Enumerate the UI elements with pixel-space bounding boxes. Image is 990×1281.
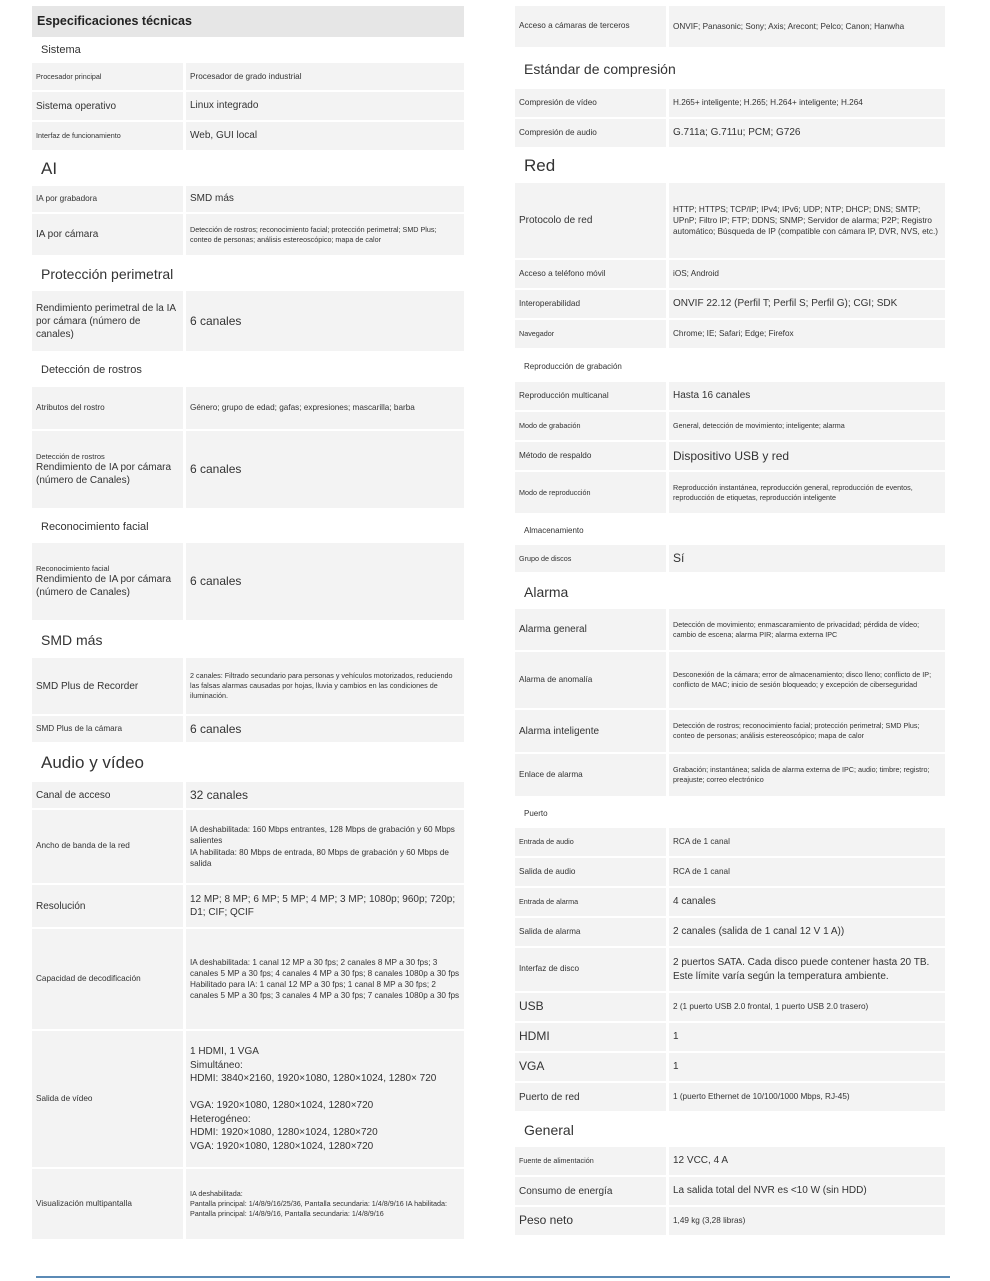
section-heading: Reproducción de grabación — [524, 361, 622, 371]
spec-label-cell — [515, 119, 666, 147]
spec-label-cell — [32, 92, 183, 120]
spec-value-cell — [186, 122, 464, 150]
spec-label: IA por cámara — [36, 229, 99, 240]
spec-label: Entrada de audio — [519, 837, 574, 847]
spec-row — [32, 658, 464, 714]
spec-value: Género; grupo de edad; gafas; expresiones; mascarilla; barba — [190, 403, 415, 413]
spec-label-cell — [515, 6, 666, 47]
spec-label-cell — [515, 545, 666, 572]
spec-value: 6 canales — [190, 462, 242, 477]
spec-value-cell — [669, 290, 945, 318]
spec-label: Acceso a teléfono móvil — [519, 268, 606, 278]
spec-value-cell — [669, 183, 945, 258]
spec-label: Método de respaldo — [519, 450, 592, 460]
spec-label: HDMI — [519, 1029, 550, 1044]
spec-value-cell — [186, 810, 464, 883]
spec-value-cell — [669, 1053, 945, 1081]
spec-value: 4 canales — [673, 896, 716, 908]
spec-label-cell — [515, 260, 666, 288]
spec-label-cell — [515, 1053, 666, 1081]
spec-value: Hasta 16 canales — [673, 390, 751, 402]
right-spec-column — [515, 6, 945, 1237]
spec-label-cell — [32, 1031, 183, 1167]
spec-row — [515, 888, 945, 916]
spec-value: 6 canales — [190, 721, 242, 736]
spec-label-cell — [515, 442, 666, 470]
spec-value: 2 canales (salida de 1 canal 12 V 1 A)) — [673, 926, 845, 938]
spec-label: Enlace de alarma — [519, 769, 583, 779]
spec-value-cell — [669, 828, 945, 856]
spec-label: Salida de alarma — [519, 926, 581, 936]
spec-row — [515, 6, 945, 47]
spec-row — [32, 1031, 464, 1167]
spec-row — [32, 387, 464, 429]
spec-label: Ancho de banda de la red — [36, 841, 130, 851]
spec-label: Interoperabilidad — [519, 298, 580, 308]
spec-value: Dispositivo USB y red — [673, 448, 790, 463]
spec-value-cell — [669, 1023, 945, 1051]
spec-label-cell — [32, 1169, 183, 1239]
spec-label: Salida de vídeo — [36, 1093, 93, 1103]
spec-value-cell — [669, 652, 945, 708]
spec-row — [515, 290, 945, 318]
spec-value-cell — [186, 186, 464, 212]
spec-value-cell — [669, 472, 945, 513]
spec-label: SMD Plus de Recorder — [36, 680, 139, 692]
spec-value: SMD más — [190, 193, 234, 205]
spec-value: Grabación; instantánea; salida de alarma externa de IPC; audio; timbre; registro; preajuste; correo electrónico — [673, 765, 930, 784]
spec-row — [515, 858, 945, 886]
spec-label: Interfaz de funcionamiento — [36, 131, 121, 141]
section-heading: Alarma — [524, 583, 569, 600]
spec-value: RCA de 1 canal — [673, 867, 730, 877]
spec-row — [32, 63, 464, 90]
spec-value-cell — [186, 214, 464, 255]
spec-label-cell — [515, 320, 666, 348]
spec-value: La salida total del NVR es <10 W (sin HDD) — [673, 1185, 867, 1197]
spec-row — [515, 948, 945, 991]
spec-row — [32, 92, 464, 120]
spec-label: Protocolo de red — [519, 215, 593, 226]
spec-label: VGA — [519, 1059, 545, 1074]
spec-label: Navegador — [519, 329, 555, 339]
spec-value: 2 puertos SATA. Cada disco puede contener hasta 20 TB. Este límite varía según la temperatura ambiente. — [673, 957, 930, 982]
spec-label-cell — [32, 543, 183, 620]
spec-row — [32, 543, 464, 620]
spec-value: 1 — [673, 1031, 679, 1043]
spec-row — [515, 993, 945, 1021]
spec-row — [515, 1177, 945, 1205]
spec-value-cell — [669, 545, 945, 572]
spec-label-cell — [32, 63, 183, 90]
spec-row — [515, 382, 945, 410]
page-title: Especificaciones técnicas — [32, 6, 464, 37]
spec-row — [515, 442, 945, 470]
spec-value: G.711a; G.711u; PCM; G726 — [673, 127, 801, 139]
spec-label: Visualización multipantalla — [36, 1198, 132, 1208]
spec-value-cell — [669, 260, 945, 288]
spec-value-cell — [669, 442, 945, 470]
left-spec-list — [32, 37, 464, 1239]
spec-value: Detección de rostros; reconocimiento facial; protección perimetral; SMD Plus; conteo de personas; análisis estereoscópico; mapa de calor — [673, 721, 920, 740]
spec-row — [515, 320, 945, 348]
section-heading: Audio y vídeo — [41, 753, 145, 772]
spec-label: Modo de grabación — [519, 421, 581, 431]
spec-value: RCA de 1 canal — [673, 837, 730, 847]
spec-label-cell — [515, 1023, 666, 1051]
spec-value: 1,49 kg (3,28 libras) — [673, 1216, 746, 1226]
spec-value: Desconexión de la cámara; error de almacenamiento; disco lleno; conflicto de IP; conflicto de MAC; inicio de sesión bloqueado; y excepción de ciberseguridad — [673, 670, 932, 689]
spec-label-cell — [32, 658, 183, 714]
spec-value-cell — [669, 888, 945, 916]
spec-row — [515, 609, 945, 650]
spec-label: Rendimiento de IA por cámara (número de Canales) — [36, 462, 172, 487]
spec-row — [32, 716, 464, 742]
spec-label-cell — [515, 993, 666, 1021]
spec-row — [515, 828, 945, 856]
spec-label-cell — [515, 1147, 666, 1175]
spec-value-cell — [669, 1207, 945, 1235]
section-heading: Red — [524, 156, 556, 175]
spec-row — [32, 929, 464, 1029]
spec-label: Salida de audio — [519, 866, 576, 876]
spec-label: Modo de reproducción — [519, 487, 591, 497]
spec-row — [515, 89, 945, 117]
spec-label: IA por grabadora — [36, 193, 97, 203]
spec-value: HTTP; HTTPS; TCP/IP; IPv4; IPv6; UDP; NTP; DHCP; DNS; SMTP; UPnP; Filtro IP; FTP; DDNS; SNMP; Servidor de alarma; P2P; Registro automático; Búsqueda de IP (compatible con cámara IP, DVR, NVS, etc.) — [673, 204, 939, 237]
spec-label: Grupo de discos — [519, 553, 572, 563]
spec-label-cell — [32, 885, 183, 927]
spec-value: 2 canales: Filtrado secundario para personas y vehículos motorizados, reduciendo las falsas alarmas causadas por hojas, lluvia y cambios en las condiciones de iluminación. — [190, 671, 453, 700]
spec-row — [32, 214, 464, 255]
spec-value: ONVIF; Panasonic; Sony; Axis; Arecont; Pelco; Canon; Hanwha — [673, 21, 905, 31]
spec-value: Detección de movimiento; enmascaramiento de privacidad; pérdida de vídeo; cambio de escena; alarma PIR; alarma externa IPC — [673, 619, 920, 639]
spec-row — [515, 260, 945, 288]
spec-label-cell — [515, 382, 666, 410]
spec-value-cell — [669, 412, 945, 440]
section-heading: Almacenamiento — [524, 525, 584, 535]
spec-label: Entrada de alarma — [519, 897, 579, 907]
spec-label-cell — [515, 290, 666, 318]
section-heading: SMD más — [41, 632, 103, 648]
spec-value-cell — [669, 993, 945, 1021]
spec-row — [32, 122, 464, 150]
spec-value: 6 canales — [190, 313, 242, 328]
spec-row — [515, 545, 945, 572]
spec-label: Procesador principal — [36, 71, 102, 81]
spec-row — [515, 1147, 945, 1175]
spec-label: Compresión de audio — [519, 127, 597, 137]
spec-label: Canal de acceso — [36, 789, 111, 801]
spec-value: iOS; Android — [673, 269, 719, 279]
spec-value: 2 (1 puerto USB 2.0 frontal, 1 puerto USB 2.0 trasero) — [673, 1002, 869, 1012]
spec-value: General, detección de movimiento; inteligente; alarma — [673, 421, 845, 431]
spec-label-cell — [515, 89, 666, 117]
spec-label-cell — [515, 828, 666, 856]
spec-row — [515, 1053, 945, 1081]
spec-label: Resolución — [36, 900, 86, 912]
spec-label-cell — [32, 214, 183, 255]
left-spec-column — [32, 6, 464, 1241]
section-heading: Detección de rostros — [41, 364, 142, 376]
spec-row — [32, 1169, 464, 1239]
spec-row — [515, 918, 945, 946]
spec-value: 1 — [673, 1061, 679, 1073]
spec-value: Linux integrado — [190, 100, 259, 112]
spec-label-cell — [515, 858, 666, 886]
spec-label-cell — [32, 186, 183, 212]
spec-label: USB — [519, 999, 544, 1014]
spec-label-cell — [515, 412, 666, 440]
spec-row — [515, 1083, 945, 1111]
spec-value: 32 canales — [190, 787, 249, 802]
section-heading: AI — [41, 159, 58, 178]
spec-value-cell — [669, 1147, 945, 1175]
spec-label: Rendimiento de IA por cámara (número de Canales) — [36, 574, 172, 599]
spec-value: Chrome; IE; Safari; Edge; Firefox — [673, 329, 794, 339]
spec-label-cell — [32, 716, 183, 742]
spec-value-cell — [669, 1177, 945, 1205]
spec-value-cell — [186, 543, 464, 620]
spec-label-cell — [515, 1207, 666, 1235]
section-heading: Estándar de compresión — [524, 61, 676, 77]
spec-label: Atributos del rostro — [36, 402, 105, 412]
section-heading: General — [524, 1122, 574, 1138]
spec-label: Capacidad de decodificación — [36, 973, 141, 983]
spec-value: 1 (puerto Ethernet de 10/100/1000 Mbps, RJ-45) — [673, 1092, 850, 1102]
spec-row — [32, 291, 464, 351]
spec-label-cell — [515, 918, 666, 946]
spec-value: IA deshabilitada: Pantalla principal: 1/4/8/9/16/25/36, Pantalla secundaria: 1/4/8/9/16 IA habilitada: Pantalla principal: 1/4/8/9/16, Pantalla secundaria: 1/4/8/9/16 — [190, 1189, 447, 1218]
spec-value: 12 MP; 8 MP; 6 MP; 5 MP; 4 MP; 3 MP; 1080p; 960p; 720p; D1; CIF; QCIF — [190, 893, 456, 918]
right-spec-list — [515, 6, 945, 1235]
spec-label-cell — [515, 1177, 666, 1205]
spec-value-cell — [669, 320, 945, 348]
spec-label-cell — [515, 183, 666, 258]
spec-value: 1 HDMI, 1 VGA Simultáneo: HDMI: 3840×2160, 1920×1080, 1280×1024, 1280× 720 VGA: 1920×1080, 1280×1024, 1280×720 Heterogéneo: HDMI: 1920×1080, 1280×1024, 1280×720 VGA: 1920×1080, 1280×1024, 1280×720 — [190, 1046, 437, 1152]
section-heading: Protección perimetral — [41, 266, 174, 282]
spec-row — [515, 183, 945, 258]
spec-label-cell — [515, 888, 666, 916]
spec-sublabel: Detección de rostros — [36, 451, 105, 461]
footer-divider — [36, 1276, 950, 1278]
spec-label: Reproducción multicanal — [519, 390, 609, 400]
spec-value-cell — [669, 710, 945, 752]
spec-row — [32, 782, 464, 808]
spec-row — [515, 652, 945, 708]
spec-row — [32, 431, 464, 508]
spec-row — [515, 710, 945, 752]
spec-row — [515, 1207, 945, 1235]
spec-label-cell — [515, 754, 666, 796]
spec-value: 6 canales — [190, 574, 242, 589]
spec-label-cell — [515, 948, 666, 991]
spec-label-cell — [32, 122, 183, 150]
spec-value: Procesador de grado industrial — [190, 71, 302, 81]
spec-label: Puerto de red — [519, 1091, 580, 1103]
spec-value: Detección de rostros; reconocimiento facial; protección perimetral; SMD Plus; conteo de personas; análisis estereoscópico; mapa de calor — [190, 224, 437, 244]
spec-value-cell — [669, 119, 945, 147]
spec-value-cell — [186, 716, 464, 742]
spec-label: SMD Plus de la cámara — [36, 723, 123, 733]
spec-value: Reproducción instantánea, reproducción general, reproducción de eventos, reproducción de etiquetas, reproducción inteligente — [673, 482, 913, 502]
spec-sublabel: Reconocimiento facial — [36, 563, 110, 573]
spec-row — [32, 186, 464, 212]
spec-value: Web, GUI local — [190, 130, 258, 142]
spec-value-cell — [669, 918, 945, 946]
spec-value-cell — [186, 63, 464, 90]
spec-label-cell — [515, 1083, 666, 1111]
section-heading: Reconocimiento facial — [41, 520, 149, 533]
spec-value-cell — [669, 6, 945, 47]
spec-label: Acceso a cámaras de terceros — [519, 21, 630, 31]
spec-label: Alarma inteligente — [519, 725, 600, 737]
spec-value-cell — [669, 382, 945, 410]
spec-value-cell — [669, 948, 945, 991]
spec-label-cell — [32, 387, 183, 429]
spec-label-cell — [32, 782, 183, 808]
section-heading: Puerto — [524, 808, 548, 818]
spec-label: Peso neto — [519, 1213, 574, 1228]
spec-label: Rendimiento perimetral de la IA por cámara (número de canales) — [36, 302, 176, 340]
spec-value-cell — [669, 609, 945, 650]
spec-label: Fuente de alimentación — [519, 1156, 594, 1166]
spec-label: Alarma general — [519, 624, 587, 635]
spec-value: IA deshabilitada: 1 canal 12 MP a 30 fps; 2 canales 8 MP a 30 fps; 3 canales 5 MP a 30 fps; 4 canales 4 MP a 30 fps; 8 canales 1080p a 30 fps Habilitado para IA: 1 canal 12 MP a 30 fps; 1 canal 8 MP a 30 fps; 2 canales 5 MP a 30 fps; 3 canales 4 MP a 30 fps; 7 canales 1080p a 30 fps — [190, 957, 460, 1001]
spec-label-cell — [515, 652, 666, 708]
spec-label-cell — [515, 609, 666, 650]
spec-value-cell — [669, 1083, 945, 1111]
spec-value-cell — [186, 387, 464, 429]
spec-label: Compresión de vídeo — [519, 97, 597, 107]
spec-value-cell — [186, 1031, 464, 1167]
spec-value: Sí — [673, 551, 685, 566]
spec-value-cell — [186, 431, 464, 508]
spec-value-cell — [186, 92, 464, 120]
spec-label-cell — [32, 810, 183, 883]
spec-value: IA deshabilitada: 160 Mbps entrantes, 128 Mbps de grabación y 60 Mbps salientes IA habilitada: 80 Mbps de entrada, 80 Mbps de grabación y 60 Mbps de salida — [190, 825, 455, 868]
spec-value-cell — [186, 658, 464, 714]
section-heading: Sistema — [41, 44, 81, 56]
spec-row — [515, 119, 945, 147]
spec-row — [32, 885, 464, 927]
spec-value-cell — [669, 754, 945, 796]
spec-value: ONVIF 22.12 (Perfil T; Perfil S; Perfil G); CGI; SDK — [673, 298, 898, 310]
spec-value-cell — [186, 929, 464, 1029]
spec-label-cell — [32, 929, 183, 1029]
spec-row — [515, 412, 945, 440]
spec-value-cell — [186, 782, 464, 808]
spec-label-cell — [515, 472, 666, 513]
spec-value: 12 VCC, 4 A — [673, 1155, 729, 1167]
spec-row — [515, 472, 945, 513]
spec-label-cell — [32, 291, 183, 351]
spec-value-cell — [669, 89, 945, 117]
spec-label-cell — [515, 710, 666, 752]
spec-label: Sistema operativo — [36, 100, 117, 112]
spec-value-cell — [186, 291, 464, 351]
spec-row — [515, 1023, 945, 1051]
spec-label: Consumo de energía — [519, 1185, 613, 1197]
spec-value-cell — [186, 885, 464, 927]
spec-label: Interfaz de disco — [519, 964, 580, 974]
spec-label-cell — [32, 431, 183, 508]
spec-value-cell — [186, 1169, 464, 1239]
spec-value-cell — [669, 858, 945, 886]
spec-row — [515, 754, 945, 796]
spec-label: Alarma de anomalía — [519, 674, 593, 684]
spec-value: H.265+ inteligente; H.265; H.264+ inteligente; H.264 — [673, 98, 863, 108]
spec-row — [32, 810, 464, 883]
